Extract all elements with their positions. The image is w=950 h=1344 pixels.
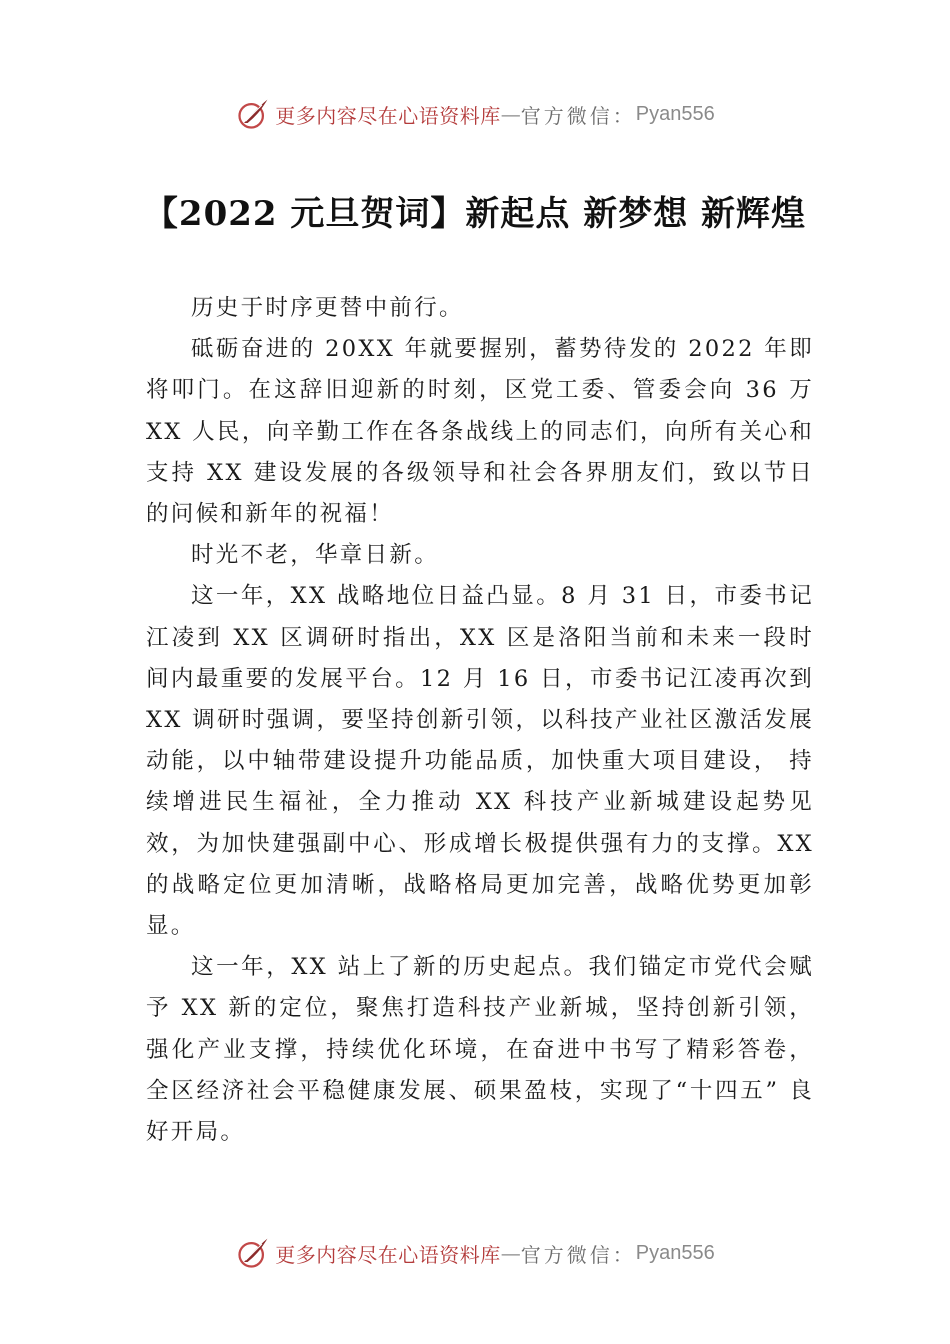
watermark-wechat-id: Pyan556	[635, 1241, 715, 1264]
watermark-brand-text: 更多内容尽在心语资料库	[275, 103, 501, 128]
watermark-official-label: 官方微信：	[520, 103, 636, 128]
watermark-official-label: 官方微信：	[520, 1242, 636, 1267]
watermark-wechat-id: Pyan556	[635, 102, 715, 125]
document-title: 【2022 元旦贺词】新起点 新梦想 新辉煌	[143, 194, 807, 234]
watermark-dash: —	[500, 102, 521, 126]
quill-logo-icon	[235, 1235, 271, 1271]
document-body	[146, 288, 814, 1153]
watermark-brand-text: 更多内容尽在心语资料库	[275, 1242, 501, 1267]
header-watermark	[0, 94, 950, 134]
paragraph: 这一年，XX 战略地位日益凸显。8 月 31 日，市委书记江凌到 XX 区调研时指出，XX 区是洛阳当前和未来一段时间内最重要的发展平台。12 月 16 日，市委书记江凌再次到 XX 调研时强调，要坚持创新引领，以科技产业社区激活发展动能，以中轴带建设提升功能品质，加快重大项目建设， 持续增进民生福祉，全力推动 XX 科技产业新城建设起势见效，为加快建强副中心、形成增长极提供强有力的支撑。XX 的战略定位更加清晰，战略格局更加完善，战略优势更加彰显。	[146, 583, 814, 940]
paragraph: 这一年，XX 站上了新的历史起点。我们锚定市党代会赋予 XX 新的定位，聚焦打造科技产业新城，坚持创新引领，强化产业支撑，持续优化环境，在奋进中书写了精彩答卷， 全区经济社会平稳健康发展、硕果盈枝，实现了“十四五” 良好开局。	[146, 954, 814, 1146]
paragraph: 历史于时序更替中前行。	[191, 295, 464, 321]
watermark-dash: —	[500, 1241, 521, 1265]
quill-logo-icon	[235, 96, 271, 132]
footer-watermark	[0, 1233, 950, 1273]
paragraph: 时光不老，华章日新。	[191, 542, 440, 569]
paragraph: 砥砺奋进的 20XX 年就要握别，蓄势待发的 2022 年即将叩门。在这辞旧迎新的时刻，区党工委、管委会向 36 万 XX 人民，向辛勤工作在各条战线上的同志们，向所有关心和支持 XX 建设发展的各级领导和社会各界朋友们，致以节日的问候和新年的祝福！	[146, 336, 814, 528]
